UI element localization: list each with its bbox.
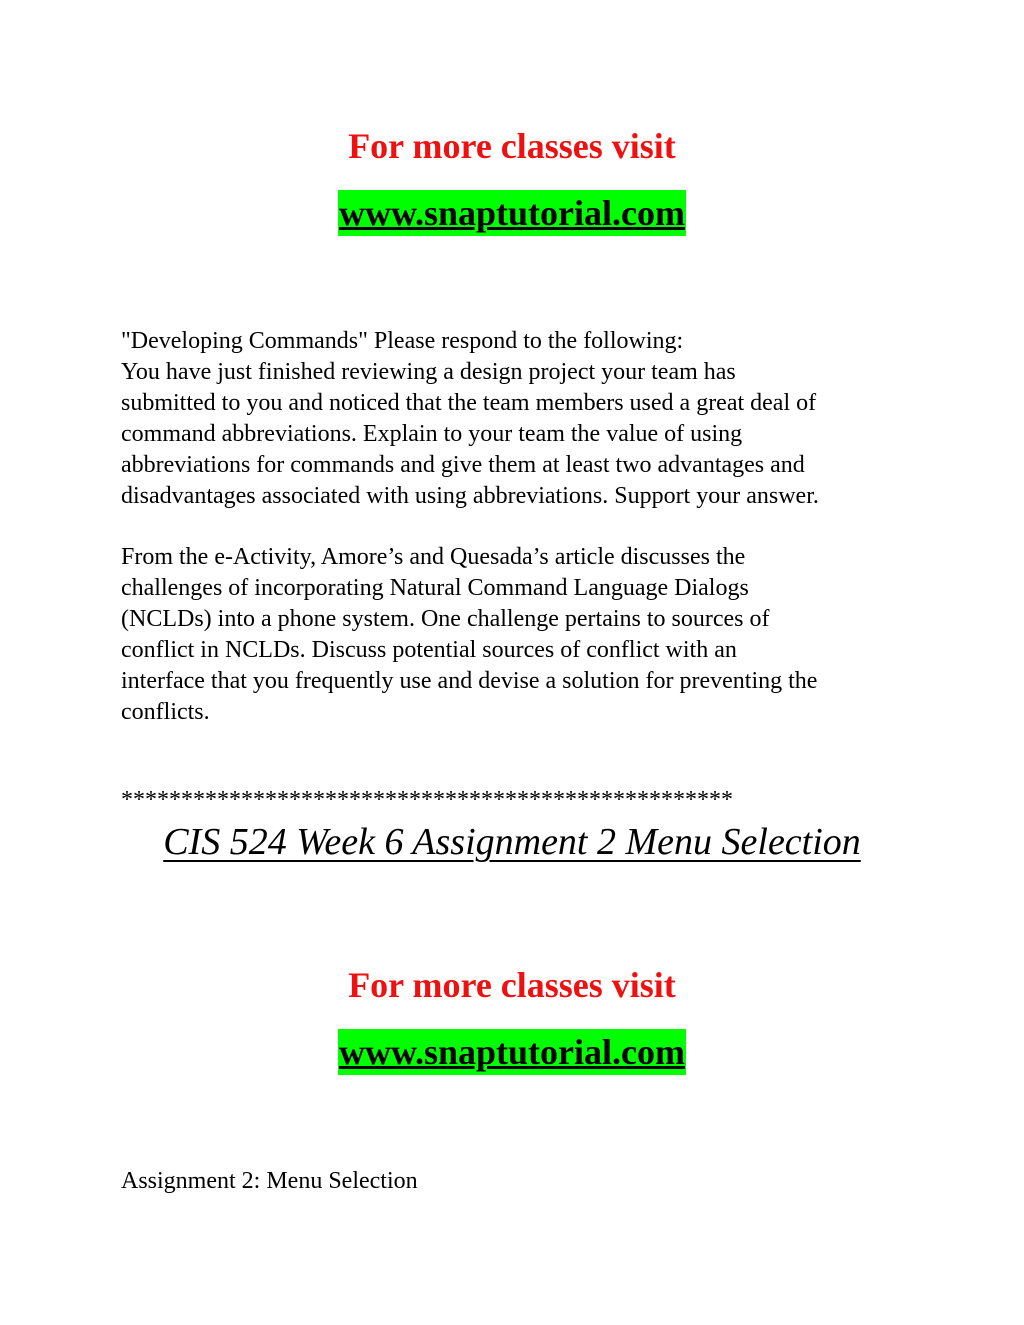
assignment-label bbox=[121, 1166, 921, 1197]
promo-link-wrap-bottom bbox=[0, 1029, 1024, 1075]
paragraph-line: conflicts. bbox=[121, 699, 210, 725]
paragraph-line: (NCLDs) into a phone system. One challenge pertains to sources of bbox=[121, 606, 770, 632]
section-title: CIS 524 Week 6 Assignment 2 Menu Selection bbox=[163, 821, 861, 863]
paragraph-line: command abbreviations. Explain to your team the value of using bbox=[121, 421, 743, 447]
paragraph-line: From the e-Activity, Amore’s and Quesada’s article discusses the bbox=[121, 544, 746, 570]
paragraph-line: disadvantages associated with using abbreviations. Support your answer. bbox=[121, 483, 819, 509]
asterisk-separator: *************************************************** bbox=[121, 787, 733, 813]
snaptutorial-link-bottom[interactable]: www.snaptutorial.com bbox=[338, 1029, 686, 1075]
paragraph-line: challenges of incorporating Natural Command Language Dialogs bbox=[121, 575, 749, 601]
assignment-label-text: Assignment 2: Menu Selection bbox=[121, 1168, 418, 1194]
promo-link-wrap-top bbox=[0, 190, 1024, 236]
paragraph-line: abbreviations for commands and give them at least two advantages and bbox=[121, 452, 805, 478]
promo-heading-top: For more classes visit bbox=[348, 126, 676, 166]
snaptutorial-link-top[interactable]: www.snaptutorial.com bbox=[338, 190, 686, 236]
discussion-prompt-paragraph bbox=[121, 326, 921, 512]
promo-heading-bottom: For more classes visit bbox=[348, 965, 676, 1005]
paragraph-line: conflict in NCLDs. Discuss potential sources of conflict with an bbox=[121, 637, 737, 663]
discussion-second-paragraph bbox=[121, 542, 921, 728]
paragraph-line: interface that you frequently use and devise a solution for preventing the bbox=[121, 668, 818, 694]
paragraph-line: submitted to you and noticed that the team members used a great deal of bbox=[121, 390, 817, 416]
paragraph-line: "Developing Commands" Please respond to the following: bbox=[121, 328, 684, 354]
paragraph-line: You have just finished reviewing a design project your team has bbox=[121, 359, 736, 385]
